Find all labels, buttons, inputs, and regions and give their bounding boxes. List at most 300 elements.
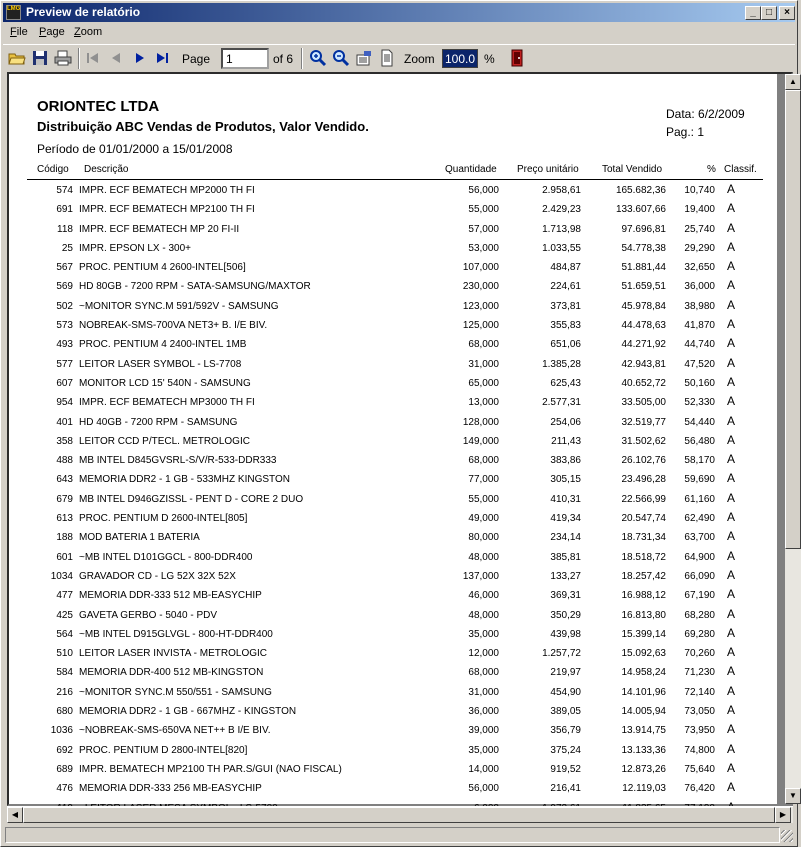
cell-classif: A	[727, 664, 736, 679]
cell-total: 13.133,36	[621, 744, 666, 756]
cell-total: 14.101,96	[621, 686, 666, 698]
cell-descricao: IMPR. ECF BEMATECH MP 20 FI-II	[79, 223, 240, 235]
cell-descricao: ~MONITOR SYNC.M 550/551 - SAMSUNG	[79, 686, 272, 698]
cell-codigo: 692	[56, 744, 73, 756]
cell-total: 16.988,12	[621, 590, 666, 602]
cell-quantidade: 55,000	[468, 493, 499, 505]
cell-total: 97.696,81	[621, 223, 666, 235]
cell-quantidade: 123,000	[462, 300, 499, 312]
cell-total: 42.943,81	[621, 358, 666, 370]
col-quantidade: Quantidade	[445, 164, 497, 175]
cell-preco: 373,81	[550, 300, 581, 312]
floppy-disk-icon[interactable]	[31, 49, 49, 67]
cell-preco: 389,05	[550, 706, 581, 718]
cell-quantidade: 128,000	[462, 416, 499, 428]
cell-pct: 76,420	[684, 783, 715, 795]
cell-descricao: LEITOR LASER INVISTA - METROLOGIC	[79, 648, 268, 660]
cell-classif: A	[727, 471, 736, 486]
cell-classif: A	[727, 259, 736, 274]
cell-classif: A	[727, 452, 736, 467]
app-icon[interactable]: LMG	[6, 5, 21, 20]
table-row	[27, 200, 763, 219]
cell-quantidade: 230,000	[462, 281, 499, 293]
cell-descricao: ~MONITOR SYNC.M 591/592V - SAMSUNG	[79, 300, 279, 312]
cell-classif: A	[727, 239, 736, 254]
report-page	[9, 74, 777, 804]
cell-codigo: 188	[56, 532, 73, 544]
zoom-input[interactable]	[442, 49, 478, 68]
cell-quantidade: 68,000	[468, 667, 499, 679]
table-row	[27, 432, 763, 451]
report-rows	[27, 181, 763, 818]
cell-descricao: PROC. PENTIUM D 2800-INTEL[820]	[79, 744, 248, 756]
cell-codigo: 601	[56, 551, 73, 563]
cell-descricao: MEMORIA DDR-333 256 MB-EASYCHIP	[79, 783, 262, 795]
cell-preco: 1.257,72	[542, 648, 581, 660]
cell-pct: 58,170	[684, 455, 715, 467]
cell-total: 14.005,94	[621, 706, 666, 718]
cell-pct: 73,950	[684, 725, 715, 737]
cell-quantidade: 68,000	[468, 339, 499, 351]
report-title: Distribuição ABC Vendas de Produtos, Valor Vendido.	[37, 119, 369, 134]
scroll-thumb[interactable]	[785, 90, 801, 549]
cell-pct: 56,480	[684, 435, 715, 447]
cell-pct: 72,140	[684, 686, 715, 698]
table-row	[27, 181, 763, 200]
cell-pct: 19,400	[684, 204, 715, 216]
page-label: Page	[182, 52, 211, 66]
cell-total: 16.813,80	[621, 609, 666, 621]
cell-quantidade: 55,000	[468, 204, 499, 216]
cell-descricao: MB INTEL D946GZISSL - PENT D - CORE 2 DUO	[79, 493, 304, 505]
cell-codigo: 477	[56, 590, 73, 602]
status-bar	[3, 825, 795, 844]
cell-codigo: 680	[56, 706, 73, 718]
cell-preco: 219,97	[550, 667, 581, 679]
printer-icon[interactable]	[54, 49, 72, 67]
cell-quantidade: 65,000	[468, 377, 499, 389]
cell-descricao: MEMORIA DDR2 - 1 GB - 533MHZ KINGSTON	[79, 474, 290, 486]
cell-codigo: 573	[56, 320, 73, 332]
table-row	[27, 548, 763, 567]
cell-descricao: IMPR. EPSON LX - 300+	[79, 242, 191, 254]
previous-page-icon[interactable]	[107, 49, 125, 67]
next-page-icon[interactable]	[131, 49, 149, 67]
cell-pct: 71,230	[684, 667, 715, 679]
cell-codigo: 689	[56, 763, 73, 775]
cell-quantidade: 13,000	[468, 397, 499, 409]
cell-pct: 32,650	[684, 262, 715, 274]
cell-preco: 216,41	[550, 783, 581, 795]
cell-quantidade: 49,000	[468, 513, 499, 525]
cell-classif: A	[727, 394, 736, 409]
table-header	[27, 162, 763, 180]
cell-classif: A	[727, 645, 736, 660]
cell-preco: 133,27	[550, 570, 581, 582]
cell-descricao: MEMORIA DDR2 - 1 GB - 667MHZ - KINGSTON	[79, 706, 297, 718]
table-row	[27, 702, 763, 721]
cell-pct: 69,280	[684, 628, 715, 640]
cell-codigo: 954	[56, 397, 73, 409]
cell-classif: A	[727, 780, 736, 795]
cell-codigo: 216	[56, 686, 73, 698]
cell-quantidade: 12,000	[468, 648, 499, 660]
cell-total: 18.518,72	[621, 551, 666, 563]
cell-classif: A	[727, 567, 736, 582]
exit-icon[interactable]	[508, 49, 526, 67]
cell-descricao: NOBREAK-SMS-700VA NET3+ B. I/E BIV.	[79, 320, 268, 332]
cell-descricao: MONITOR LCD 15' 540N - SAMSUNG	[79, 377, 251, 389]
cell-codigo: 488	[56, 455, 73, 467]
cell-total: 51.659,51	[621, 281, 666, 293]
cell-codigo: 358	[56, 435, 73, 447]
toolbar	[3, 44, 795, 72]
cell-preco: 454,90	[550, 686, 581, 698]
table-row	[27, 316, 763, 335]
cell-quantidade: 48,000	[468, 609, 499, 621]
cell-pct: 59,690	[684, 474, 715, 486]
cell-total: 44.478,63	[621, 320, 666, 332]
minimize-button[interactable]: _	[745, 6, 761, 20]
scroll-down-icon[interactable]: ▼	[785, 788, 801, 804]
cell-pct: 74,800	[684, 744, 715, 756]
table-row	[27, 297, 763, 316]
cell-codigo: 502	[56, 300, 73, 312]
table-row	[27, 220, 763, 239]
cell-descricao: IMPR. ECF BEMATECH MP2000 TH FI	[79, 185, 255, 196]
cell-classif: A	[727, 278, 736, 293]
cell-descricao: PROC. PENTIUM 4 2600-INTEL[506]	[79, 262, 246, 274]
cell-pct: 41,870	[684, 320, 715, 332]
cell-quantidade: 31,000	[468, 686, 499, 698]
preview-area[interactable]	[7, 72, 797, 806]
cell-quantidade: 56,000	[468, 783, 499, 795]
cell-pct: 47,520	[684, 358, 715, 370]
cell-codigo: 577	[56, 358, 73, 370]
cell-classif: A	[727, 529, 736, 544]
cell-quantidade: 36,000	[468, 706, 499, 718]
cell-pct: 70,260	[684, 648, 715, 660]
zoom-label: Zoom	[404, 52, 435, 66]
cell-total: 26.102,76	[621, 455, 666, 467]
cell-descricao: MEMORIA DDR-400 512 MB-KINGSTON	[79, 667, 264, 679]
maximize-button[interactable]: □	[761, 6, 777, 20]
cell-total: 14.958,24	[621, 667, 666, 679]
table-row	[27, 741, 763, 760]
cell-pct: 67,190	[684, 590, 715, 602]
cell-preco: 2.429,23	[542, 204, 581, 216]
cell-descricao: ~MB INTEL D915GLVGL - 800-HT-DDR400	[79, 628, 273, 640]
scroll-right-icon[interactable]: ▶	[775, 807, 791, 823]
cell-preco: 625,43	[550, 377, 581, 389]
table-row	[27, 663, 763, 682]
cell-classif: A	[727, 587, 736, 602]
cell-total: 15.399,14	[621, 628, 666, 640]
cell-preco: 1.385,28	[542, 358, 581, 370]
cell-quantidade: 68,000	[468, 455, 499, 467]
cell-codigo: 425	[56, 609, 73, 621]
cell-codigo: 574	[56, 185, 73, 196]
col-preco: Preço unitário	[517, 164, 579, 175]
table-row	[27, 393, 763, 412]
cell-codigo: 643	[56, 474, 73, 486]
menu-page[interactable]: Page	[39, 26, 65, 38]
scroll-left-icon[interactable]: ◀	[7, 807, 23, 823]
cell-descricao: GRAVADOR CD - LG 52X 32X 52X	[79, 570, 236, 582]
cell-quantidade: 14,000	[468, 763, 499, 775]
cell-descricao: IMPR. ECF BEMATECH MP3000 TH FI	[79, 397, 255, 409]
report-date: Data: 6/2/2009	[666, 107, 745, 121]
col-total: Total Vendido	[602, 164, 663, 175]
cell-preco: 383,86	[550, 455, 581, 467]
cell-quantidade: 137,000	[462, 570, 499, 582]
cell-descricao: PROC. PENTIUM 4 2400-INTEL 1MB	[79, 339, 247, 351]
cell-preco: 419,34	[550, 513, 581, 525]
cell-classif: A	[727, 722, 736, 737]
table-row	[27, 760, 763, 779]
cell-classif: A	[727, 413, 736, 428]
cell-descricao: MB INTEL D845GVSRL-S/V/R-533-DDR333	[79, 455, 277, 467]
cell-total: 40.652,72	[621, 377, 666, 389]
cell-quantidade: 53,000	[468, 242, 499, 254]
cell-preco: 355,83	[550, 320, 581, 332]
cell-classif: A	[727, 760, 736, 775]
table-row	[27, 683, 763, 702]
cell-quantidade: 125,000	[462, 320, 499, 332]
page-number-input[interactable]	[221, 48, 269, 69]
cell-classif: A	[727, 297, 736, 312]
cell-preco: 385,81	[550, 551, 581, 563]
close-button[interactable]: ×	[779, 6, 795, 20]
cell-codigo: 584	[56, 667, 73, 679]
zoom-out-icon[interactable]	[332, 49, 350, 67]
cell-total: 13.914,75	[621, 725, 666, 737]
table-row	[27, 567, 763, 586]
cell-pct: 50,160	[684, 377, 715, 389]
cell-total: 18.731,34	[621, 532, 666, 544]
cell-total: 33.505,00	[621, 397, 666, 409]
cell-codigo: 564	[56, 628, 73, 640]
cell-pct: 68,280	[684, 609, 715, 621]
cell-pct: 44,740	[684, 339, 715, 351]
cell-quantidade: 56,000	[468, 185, 499, 196]
window-title: Preview de relatório	[26, 5, 141, 19]
col-pct: %	[707, 164, 716, 175]
hscroll-thumb[interactable]	[23, 807, 775, 823]
cell-codigo: 510	[56, 648, 73, 660]
cell-codigo: 25	[61, 242, 73, 254]
cell-classif: A	[727, 182, 736, 196]
cell-descricao: HD 40GB - 7200 RPM - SAMSUNG	[79, 416, 238, 428]
table-row	[27, 413, 763, 432]
cell-classif: A	[727, 317, 736, 332]
cell-descricao: MOD BATERIA 1 BATERIA	[79, 532, 200, 544]
cell-total: 12.119,03	[622, 783, 666, 795]
cell-quantidade: 77,000	[468, 474, 499, 486]
cell-classif: A	[727, 548, 736, 563]
cell-preco: 1.033,55	[542, 242, 581, 254]
cell-preco: 1.713,98	[542, 223, 581, 235]
cell-quantidade: 46,000	[468, 590, 499, 602]
table-row	[27, 644, 763, 663]
cell-total: 31.502,62	[621, 435, 666, 447]
last-page-icon[interactable]	[154, 49, 172, 67]
zoom-in-icon[interactable]	[309, 49, 327, 67]
cell-total: 165.682,36	[615, 185, 666, 196]
cell-preco: 211,43	[551, 435, 581, 447]
table-row	[27, 451, 763, 470]
cell-classif: A	[727, 201, 736, 216]
cell-preco: 305,15	[550, 474, 581, 486]
cell-total: 15.092,63	[621, 648, 666, 660]
cell-codigo: 679	[56, 493, 73, 505]
cell-classif: A	[727, 432, 736, 447]
scroll-up-icon[interactable]: ▲	[785, 74, 801, 90]
cell-codigo: 607	[56, 377, 73, 389]
table-row	[27, 470, 763, 489]
cell-classif: A	[727, 374, 736, 389]
cell-preco: 919,52	[550, 763, 581, 775]
cell-total: 44.271,92	[621, 339, 666, 351]
cell-preco: 254,06	[550, 416, 581, 428]
cell-total: 51.881,44	[621, 262, 666, 274]
table-row	[27, 509, 763, 528]
cell-codigo: 401	[56, 416, 73, 428]
cell-pct: 54,440	[684, 416, 715, 428]
menu-bar	[3, 24, 795, 42]
cell-total: 12.873,26	[621, 763, 666, 775]
cell-classif: A	[727, 703, 736, 718]
table-row	[27, 528, 763, 547]
cell-pct: 64,900	[684, 551, 715, 563]
table-row	[27, 779, 763, 798]
cell-descricao: MEMORIA DDR-333 512 MB-EASYCHIP	[79, 590, 262, 602]
table-row	[27, 277, 763, 296]
title-bar[interactable]	[3, 3, 795, 22]
cell-preco: 356,79	[550, 725, 581, 737]
menu-zoom[interactable]: Zoom	[74, 26, 103, 38]
cell-quantidade: 80,000	[468, 532, 499, 544]
cell-pct: 10,740	[684, 185, 715, 196]
status-pane	[5, 827, 780, 843]
cell-preco: 234,14	[550, 532, 581, 544]
cell-codigo: 476	[56, 783, 73, 795]
table-row	[27, 606, 763, 625]
col-classif: Classif.	[724, 164, 757, 175]
cell-codigo: 569	[56, 281, 73, 293]
table-row	[27, 355, 763, 374]
cell-descricao: LEITOR CCD P/TECL. METROLOGIC	[79, 435, 250, 447]
table-row	[27, 625, 763, 644]
cell-pct: 38,980	[684, 300, 715, 312]
cell-pct: 66,090	[684, 570, 715, 582]
table-row	[27, 239, 763, 258]
cell-classif: A	[727, 220, 736, 235]
cell-classif: A	[727, 490, 736, 505]
cell-descricao: GAVETA GERBO - 5040 - PDV	[79, 609, 218, 621]
cell-pct: 73,050	[684, 706, 715, 718]
menu-file[interactable]: File	[10, 26, 28, 38]
cell-preco: 439,98	[550, 628, 581, 640]
fit-width-icon[interactable]	[378, 49, 396, 67]
cell-pct: 62,490	[684, 513, 715, 525]
cell-preco: 2.577,31	[542, 397, 581, 409]
cell-quantidade: 107,000	[462, 262, 499, 274]
cell-total: 32.519,77	[621, 416, 666, 428]
report-period: Período de 01/01/2000 a 15/01/2008	[37, 142, 233, 156]
cell-classif: A	[727, 336, 736, 351]
zoom-unit: %	[484, 52, 495, 66]
cell-quantidade: 57,000	[468, 223, 499, 235]
company-name: ORIONTEC LTDA	[37, 98, 160, 115]
cell-total: 54.778,38	[621, 242, 666, 254]
fit-page-icon[interactable]	[355, 49, 373, 67]
cell-descricao: IMPR. ECF BEMATECH MP2100 TH FI	[79, 204, 255, 216]
cell-preco: 484,87	[550, 262, 581, 274]
cell-pct: 25,740	[684, 223, 715, 235]
cell-descricao: ~MB INTEL D101GGCL - 800-DDR400	[79, 551, 253, 563]
cell-pct: 29,290	[684, 242, 715, 254]
col-descricao: Descrição	[84, 164, 129, 175]
cell-preco: 375,24	[550, 744, 581, 756]
report-page-number: Pag.: 1	[666, 125, 705, 139]
table-row	[27, 490, 763, 509]
cell-quantidade: 48,000	[468, 551, 499, 563]
cell-total: 23.496,28	[621, 474, 666, 486]
cell-total: 133.607,66	[615, 204, 666, 216]
cell-codigo: 118	[57, 223, 73, 235]
vertical-scrollbar[interactable]	[785, 74, 801, 804]
cell-total: 45.978,84	[621, 300, 666, 312]
horizontal-scrollbar[interactable]	[7, 806, 793, 823]
cell-preco: 2.958,61	[542, 185, 581, 196]
cell-total: 18.257,42	[621, 570, 666, 582]
cell-pct: 75,640	[684, 763, 715, 775]
first-page-icon[interactable]	[84, 49, 102, 67]
cell-total: 22.566,99	[621, 493, 666, 505]
cell-preco: 224,61	[550, 281, 581, 293]
cell-codigo: 1036	[50, 725, 73, 737]
cell-quantidade: 35,000	[468, 628, 499, 640]
cell-preco: 410,31	[550, 493, 581, 505]
cell-quantidade: 39,000	[468, 725, 499, 737]
cell-codigo: 691	[56, 204, 73, 216]
cell-classif: A	[727, 355, 736, 370]
cell-preco: 651,06	[550, 339, 581, 351]
cell-classif: A	[727, 606, 736, 621]
cell-classif: A	[727, 510, 736, 525]
folder-open-icon[interactable]	[8, 49, 26, 67]
cell-codigo: 567	[56, 262, 73, 274]
cell-descricao: IMPR. BEMATECH MP2100 TH PAR.S/GUI (NAO FISCAL)	[79, 763, 342, 775]
cell-pct: 36,000	[684, 281, 715, 293]
cell-pct: 52,330	[684, 397, 715, 409]
cell-quantidade: 35,000	[468, 744, 499, 756]
cell-classif: A	[727, 683, 736, 698]
cell-quantidade: 149,000	[462, 435, 499, 447]
cell-codigo: 493	[56, 339, 73, 351]
cell-descricao: HD 80GB - 7200 RPM - SATA-SAMSUNG/MAXTOR	[79, 281, 311, 293]
cell-classif: A	[727, 625, 736, 640]
table-row	[27, 721, 763, 740]
cell-pct: 61,160	[684, 493, 715, 505]
resize-grip-icon[interactable]	[781, 830, 793, 842]
table-row	[27, 374, 763, 393]
cell-classif: A	[727, 741, 736, 756]
cell-total: 20.547,74	[621, 513, 666, 525]
cell-descricao: PROC. PENTIUM D 2600-INTEL[805]	[79, 513, 248, 525]
cell-codigo: 1034	[50, 570, 73, 582]
